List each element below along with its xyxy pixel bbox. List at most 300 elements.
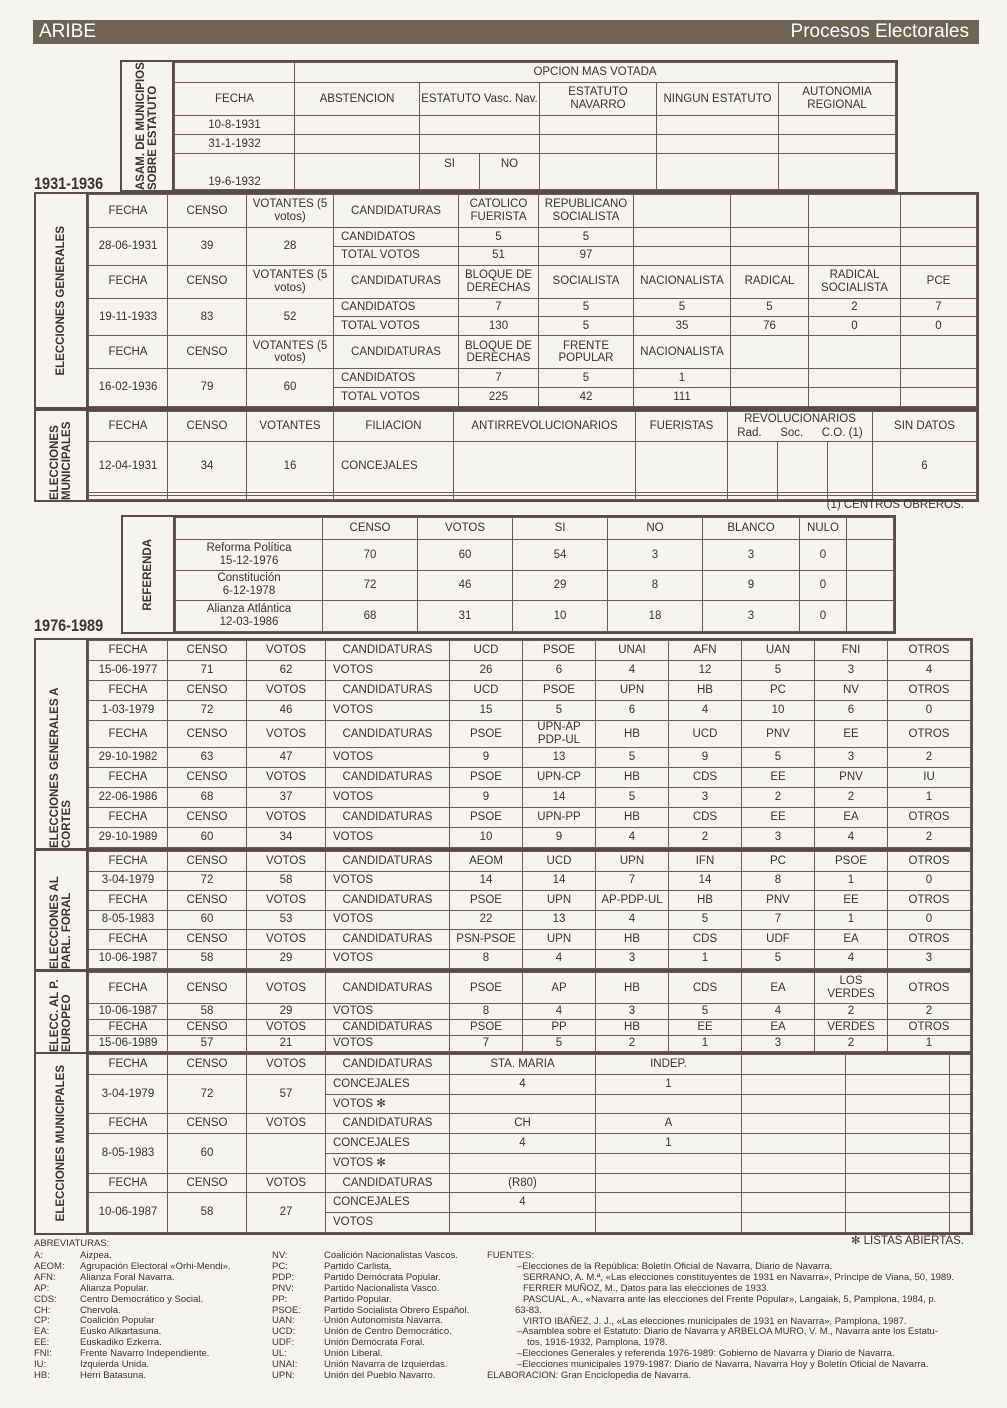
gen31-candidatos-value: 5 xyxy=(459,228,539,247)
cortes-value: 4 xyxy=(888,661,971,681)
gen31-candidatos-value xyxy=(634,228,731,247)
mun79-blank xyxy=(846,1055,950,1075)
europeo-party: OTROS xyxy=(888,1019,971,1035)
asamblea-top-header: OPCION MAS VOTADA xyxy=(295,63,896,83)
ref-header: VOTOS xyxy=(418,518,513,540)
gen31-total-value: 42 xyxy=(539,388,634,407)
gen31-total-label: TOTAL VOTOS xyxy=(334,317,459,336)
foral-party: PSOE xyxy=(815,852,888,872)
europeo-value: 2 xyxy=(815,1035,888,1051)
gen31-total-value xyxy=(901,246,977,265)
gen31-total-value: 51 xyxy=(459,246,539,265)
asamblea-col: ESTATUTO Vasc. Nav. xyxy=(420,83,540,116)
mun79-concejales-label: CONCEJALES xyxy=(326,1134,450,1154)
foral-col-header: VOTOS xyxy=(247,852,326,872)
mun79-blank xyxy=(742,1173,846,1193)
gen31-party-header: FRENTE POPULAR xyxy=(539,336,634,369)
mun79-col-header: VOTOS xyxy=(247,1114,326,1134)
gen31-candidatos-value: 7 xyxy=(901,298,977,317)
cortes-value: 4 xyxy=(815,828,888,848)
ref-blank xyxy=(847,601,894,632)
foral-col-header: CENSO xyxy=(168,891,247,911)
cortes-party: OTROS xyxy=(888,721,971,748)
fuente-line: SERRANO, A. M.ª, «Las elecciones constituyentes de 1931 en Navarra», Príncipe de Viana, 50, 1989. xyxy=(523,1271,955,1283)
europeo-col-header: VOTOS xyxy=(247,1019,326,1035)
cortes-value: 6 xyxy=(523,661,596,681)
abbrev-entry xyxy=(272,1371,469,1382)
gen31-total-label: TOTAL VOTOS xyxy=(334,388,459,407)
abbrev-value: Unión Demócrata Foral. xyxy=(324,1337,425,1349)
cortes-party: PSOE xyxy=(450,808,523,828)
referenda-table xyxy=(121,515,896,634)
mun79-blank xyxy=(950,1055,971,1075)
mun79-party: CH xyxy=(450,1114,596,1134)
mun79-col-header: FECHA xyxy=(89,1114,168,1134)
ref-label xyxy=(176,570,323,601)
cortes-value: 5 xyxy=(596,788,669,808)
mun31-rev-sub: Soc. xyxy=(780,426,804,439)
cortes-col-header: CENSO xyxy=(168,808,247,828)
mun79-votos-label: VOTOS ✻ xyxy=(326,1153,450,1173)
fuente-line: VIRTO IBAÑEZ, J. J., «Las elecciones municipales de 1931 en Navarra», Pamplona, 1987. xyxy=(523,1315,907,1327)
abbrev-key: FNI: xyxy=(34,1348,52,1360)
abbrev-value: Unión Autonomista Navarra. xyxy=(324,1315,443,1327)
mun79-blank xyxy=(846,1134,950,1154)
cortes-party: PSOE xyxy=(450,721,523,748)
mun79-blank xyxy=(846,1094,950,1114)
foral-censo: 72 xyxy=(168,871,247,891)
mun31-header: FUERISTAS xyxy=(636,412,728,442)
gen31-total-value: 97 xyxy=(539,246,634,265)
gen31-party-header: NACIONALISTA xyxy=(634,265,731,298)
cortes-party: UCD xyxy=(669,721,742,748)
abbrev-key: AP: xyxy=(34,1282,50,1294)
abbrev-value: Unión de Centro Democrático. xyxy=(324,1326,452,1338)
gen31-censo: 79 xyxy=(168,369,247,407)
gen31-party-header xyxy=(731,195,809,228)
cortes-censo: 60 xyxy=(168,828,247,848)
foral-party: HB xyxy=(669,891,742,911)
foral-col-header: FECHA xyxy=(89,891,168,911)
cortes-votos-label: VOTOS xyxy=(326,828,450,848)
foral-party: EA xyxy=(815,930,888,950)
gen31-total-value: 225 xyxy=(459,388,539,407)
abbrev-value: Unión del Pueblo Navarro. xyxy=(324,1369,436,1381)
gen31-total-value: 130 xyxy=(459,317,539,336)
europeo-votos: 29 xyxy=(247,1003,326,1019)
abbrev-key: UL: xyxy=(272,1348,287,1360)
ref-value: 60 xyxy=(418,540,513,571)
europeo-party: PP xyxy=(523,1019,596,1035)
foral-col-header: CENSO xyxy=(168,852,247,872)
abbrev-value: Aizpea. xyxy=(80,1250,112,1261)
mun79-blank xyxy=(846,1153,950,1173)
municipales-1931-side-label: ELECCIONES MUNICIPALES xyxy=(36,411,88,500)
europeo-party: PSOE xyxy=(450,1019,523,1035)
ref-value: 18 xyxy=(608,601,703,632)
cortes-col-header: VOTOS xyxy=(247,808,326,828)
ref-value: 3 xyxy=(608,540,703,571)
abbrev-key: UAN: xyxy=(272,1315,295,1327)
asamblea-si: SI xyxy=(420,154,480,190)
mun31-cell: 34 xyxy=(168,442,247,493)
asamblea-table xyxy=(120,60,898,192)
foral-value: 5 xyxy=(669,910,742,930)
europeo-table xyxy=(34,970,973,1054)
gen31-total-label: TOTAL VOTOS xyxy=(334,246,459,265)
europeo-party: AP xyxy=(523,973,596,1004)
mun79-col-header: FECHA xyxy=(89,1055,168,1075)
fuente-line: –Asamblea sobre el Estatuto: Diario de Navarra y ARBELOA MURO, V. M., Navarra ante los Estatu- xyxy=(517,1326,938,1338)
gen31-col-header: VOTANTES (5 votos) xyxy=(247,336,334,369)
mun79-blank xyxy=(950,1074,971,1094)
cortes-col-header: FECHA xyxy=(89,641,168,661)
europeo-party: LOS VERDES xyxy=(815,973,888,1004)
ref-value: 46 xyxy=(418,570,513,601)
mun79-col-header: CENSO xyxy=(168,1055,247,1075)
mun79-concejales-value xyxy=(596,1193,742,1213)
mun31-cell: 6 xyxy=(873,442,977,493)
europeo-party: EE xyxy=(669,1019,742,1035)
foral-censo: 60 xyxy=(168,910,247,930)
mun79-blank xyxy=(846,1213,950,1233)
mun31-cell xyxy=(454,442,636,493)
municipales-1931-table xyxy=(34,409,979,502)
cortes-party: OTROS xyxy=(888,681,971,701)
europeo-col-header: CANDIDATURAS xyxy=(326,973,450,1004)
europeo-value: 3 xyxy=(596,1003,669,1019)
gen31-col-header: CANDIDATURAS xyxy=(334,336,459,369)
abbrev-key: PNV: xyxy=(272,1282,294,1294)
asamblea-no: NO xyxy=(480,154,540,190)
ref-value: 70 xyxy=(323,540,418,571)
abbrev-key: PDP: xyxy=(272,1271,295,1283)
abbrev-key: UNAI: xyxy=(272,1359,298,1371)
mun79-col-header: VOTOS xyxy=(247,1055,326,1075)
foral-value: 1 xyxy=(815,910,888,930)
cortes-value: 4 xyxy=(596,661,669,681)
cortes-value: 3 xyxy=(815,748,888,768)
ref-value: 68 xyxy=(323,601,418,632)
centros-obreros-note: (1) CENTROS OBREROS. xyxy=(826,499,964,511)
mun31-rev-sub: C.O. (1) xyxy=(821,426,863,439)
abbrev-key: EE: xyxy=(34,1337,50,1349)
gen31-votantes: 28 xyxy=(247,228,334,266)
generales-1931-side-label: ELECCIONES GENERALES xyxy=(36,194,88,407)
mun79-concejales-value: 4 xyxy=(450,1074,596,1094)
gen31-party-header xyxy=(809,195,901,228)
cortes-party: PSOE xyxy=(523,681,596,701)
gen31-candidatos-value: 5 xyxy=(539,298,634,317)
gen31-total-value: 0 xyxy=(809,317,901,336)
cortes-col-header: FECHA xyxy=(89,768,168,788)
foral-party: OTROS xyxy=(888,852,971,872)
foral-party: OTROS xyxy=(888,891,971,911)
cortes-value: 5 xyxy=(742,661,815,681)
gen31-fecha: 28-06-1931 xyxy=(89,228,168,266)
europeo-value: 3 xyxy=(742,1035,815,1051)
cortes-value: 5 xyxy=(523,701,596,721)
mun79-blank xyxy=(742,1114,846,1134)
gen31-party-header: BLOQUE DE DERECHAS xyxy=(459,336,539,369)
abbrev-value: Unión Liberal. xyxy=(324,1348,383,1360)
cortes-value: 15 xyxy=(450,701,523,721)
mun79-votos-label: VOTOS xyxy=(326,1213,450,1233)
europeo-value: 5 xyxy=(669,1003,742,1019)
cortes-col-header: CANDIDATURAS xyxy=(326,721,450,748)
foral-value: 0 xyxy=(888,871,971,891)
foral-votos-label: VOTOS xyxy=(326,910,450,930)
header-left: ARIBE xyxy=(39,21,97,42)
gen31-party-header: CATOLICO FUERISTA xyxy=(459,195,539,228)
gen31-col-header: VOTANTES (5 votos) xyxy=(247,195,334,228)
ref-value: 72 xyxy=(323,570,418,601)
cortes-value: 6 xyxy=(815,701,888,721)
gen31-candidatos-value: 5 xyxy=(539,228,634,247)
foral-value: 22 xyxy=(450,910,523,930)
cortes-party: UNAI xyxy=(596,641,669,661)
cortes-value: 0 xyxy=(888,701,971,721)
cortes-party: HB xyxy=(596,808,669,828)
foral-value: 8 xyxy=(450,949,523,969)
municipales-79-side-label: ELECCIONES MUNICIPALES xyxy=(36,1054,88,1233)
mun79-blank xyxy=(950,1193,971,1213)
foral-value: 14 xyxy=(669,871,742,891)
abbrev-entry xyxy=(34,1371,231,1382)
cortes-fecha: 15-06-1977 xyxy=(89,661,168,681)
foral-party: HB xyxy=(596,930,669,950)
mun79-blank xyxy=(950,1114,971,1134)
cortes-party: EE xyxy=(742,808,815,828)
europeo-value: 2 xyxy=(815,1003,888,1019)
mun79-blank xyxy=(742,1213,846,1233)
ref-blank xyxy=(847,540,894,571)
cortes-value: 10 xyxy=(450,828,523,848)
cortes-value: 1 xyxy=(888,788,971,808)
cortes-party: OTROS xyxy=(888,641,971,661)
foral-party: UPN xyxy=(523,930,596,950)
asamblea-col: FECHA xyxy=(175,83,295,116)
europeo-votos: 21 xyxy=(247,1035,326,1051)
ref-value: 3 xyxy=(703,540,800,571)
foral-value: 3 xyxy=(888,949,971,969)
gen31-candidatos-value xyxy=(901,369,977,388)
mun79-col-header: CANDIDATURAS xyxy=(326,1114,450,1134)
gen31-candidatos-value: 1 xyxy=(634,369,731,388)
mun79-blank xyxy=(950,1173,971,1193)
ref-header: BLANCO xyxy=(703,518,800,540)
cortes-party: HB xyxy=(596,721,669,748)
gen31-total-value xyxy=(809,388,901,407)
foral-party: PSN-PSOE xyxy=(450,930,523,950)
gen31-votantes: 52 xyxy=(247,298,334,336)
cortes-fecha: 29-10-1982 xyxy=(89,748,168,768)
gen31-party-header: BLOQUE DE DERECHAS xyxy=(459,265,539,298)
cortes-col-header: FECHA xyxy=(89,681,168,701)
mun79-blank xyxy=(596,1094,742,1114)
gen31-total-value: 76 xyxy=(731,317,809,336)
foral-col-header: VOTOS xyxy=(247,930,326,950)
cortes-value: 5 xyxy=(742,748,815,768)
abbrev-key: HB: xyxy=(34,1369,50,1381)
cortes-party: UCD xyxy=(450,641,523,661)
mun79-party: STA. MARIA xyxy=(450,1055,596,1075)
listas-abiertas-note: ✻ LISTAS ABIERTAS. xyxy=(850,1235,964,1247)
mun79-blank xyxy=(846,1193,950,1213)
mun79-censo: 58 xyxy=(168,1193,247,1233)
europeo-value: 4 xyxy=(742,1003,815,1019)
europeo-col-header: CENSO xyxy=(168,1019,247,1035)
foral-party: EE xyxy=(815,891,888,911)
europeo-party: PSOE xyxy=(450,973,523,1004)
mun79-party: A xyxy=(596,1114,742,1134)
abbrev-value: Agrupación Electoral «Orhi-Mendi». xyxy=(80,1260,231,1272)
cortes-censo: 71 xyxy=(168,661,247,681)
foral-value: 1 xyxy=(815,871,888,891)
abbrev-key: PSOE: xyxy=(272,1304,302,1316)
foral-value: 8 xyxy=(742,871,815,891)
abbrev-value: Izquierda Unida. xyxy=(80,1359,150,1371)
foral-fecha: 3-04-1979 xyxy=(89,871,168,891)
period-1976: 1976-1989 xyxy=(34,616,104,635)
mun79-col-header: CANDIDATURAS xyxy=(326,1055,450,1075)
abbrev-title: ABREVIATURAS: xyxy=(34,1238,110,1249)
ref-blank xyxy=(176,518,323,540)
foral-value: 14 xyxy=(450,871,523,891)
abbrev-key: AEOM: xyxy=(34,1260,65,1272)
cortes-party: UPN-CP xyxy=(523,768,596,788)
abbrev-value: Partido Popular. xyxy=(324,1293,392,1305)
cortes-party: EE xyxy=(815,721,888,748)
foral-value: 7 xyxy=(596,871,669,891)
gen31-total-value: 0 xyxy=(901,317,977,336)
europeo-value: 4 xyxy=(523,1003,596,1019)
mun79-col-header: CENSO xyxy=(168,1114,247,1134)
mun31-header: CENSO xyxy=(168,412,247,442)
foral-party: PNV xyxy=(742,891,815,911)
mun31-cell: 12-04-1931 xyxy=(89,442,168,493)
gen31-fecha: 16-02-1936 xyxy=(89,369,168,407)
cortes-col-header: CENSO xyxy=(168,641,247,661)
abbrev-col1 xyxy=(34,1251,231,1382)
foral-party: OTROS xyxy=(888,930,971,950)
europeo-value: 2 xyxy=(888,1003,971,1019)
cortes-value: 3 xyxy=(815,661,888,681)
mun79-blank xyxy=(846,1114,950,1134)
europeo-party: HB xyxy=(596,973,669,1004)
cortes-party: HB xyxy=(596,768,669,788)
cortes-value: 2 xyxy=(815,788,888,808)
abbrev-key: AFN: xyxy=(34,1271,56,1283)
abbrev-entry xyxy=(34,1295,231,1306)
ref-value: 9 xyxy=(703,570,800,601)
cortes-value: 13 xyxy=(523,748,596,768)
gen31-candidatos-value: 2 xyxy=(809,298,901,317)
cortes-col-header: VOTOS xyxy=(247,681,326,701)
gen31-total-value xyxy=(634,246,731,265)
cortes-col-header: VOTOS xyxy=(247,721,326,748)
mun31-cell xyxy=(778,442,828,493)
ref-name: Constitución xyxy=(217,572,281,585)
abbrev-key: UCD: xyxy=(272,1326,296,1338)
foral-party: PC xyxy=(742,852,815,872)
europeo-party: CDS xyxy=(669,973,742,1004)
mun79-blank xyxy=(742,1193,846,1213)
municipales-79-table xyxy=(34,1052,973,1235)
asamblea-date: 31-1-1932 xyxy=(175,135,295,154)
asamblea-col: AUTONOMIA REGIONAL xyxy=(779,83,896,116)
foral-party: AEOM xyxy=(450,852,523,872)
mun79-col-header: CANDIDATURAS xyxy=(326,1173,450,1193)
gen31-votantes: 60 xyxy=(247,369,334,407)
abbrev-value: Frente Navarro Independiente. xyxy=(80,1348,210,1360)
cortes-votos: 62 xyxy=(247,661,326,681)
mun79-blank xyxy=(742,1134,846,1154)
cortes-party: AFN xyxy=(669,641,742,661)
gen31-candidatos-value: 7 xyxy=(459,298,539,317)
europeo-censo: 57 xyxy=(168,1035,247,1051)
cortes-value: 2 xyxy=(742,788,815,808)
foral-side-label: ELECCIONES AL PARL. FORAL xyxy=(36,851,88,969)
cortes-value: 9 xyxy=(669,748,742,768)
foral-value: 5 xyxy=(742,949,815,969)
abbrev-value: Coalición Nacionalistas Vascos. xyxy=(324,1250,458,1261)
cortes-value: 9 xyxy=(450,788,523,808)
asamblea-blank xyxy=(175,63,295,83)
cortes-side-label: ELECCIONES GENERALES A CORTES xyxy=(36,640,88,848)
europeo-value: 5 xyxy=(523,1035,596,1051)
ref-value: 0 xyxy=(800,540,847,571)
mun79-blank xyxy=(742,1074,846,1094)
gen31-party-header: REPUBLICANO SOCIALISTA xyxy=(539,195,634,228)
cortes-col-header: VOTOS xyxy=(247,768,326,788)
abbrev-value: Partido Nacionalista Vasco. xyxy=(324,1282,440,1294)
cortes-col-header: FECHA xyxy=(89,808,168,828)
asamblea-date: 10-8-1931 xyxy=(175,116,295,135)
cortes-party: PNV xyxy=(815,768,888,788)
gen31-party-header: RADICAL SOCIALISTA xyxy=(809,265,901,298)
asamblea-col: ESTATUTO NAVARRO xyxy=(540,83,657,116)
ref-header: CENSO xyxy=(323,518,418,540)
mun79-votos xyxy=(247,1134,326,1174)
cortes-col-header: CENSO xyxy=(168,681,247,701)
fuentes-title: FUENTES: xyxy=(487,1250,534,1261)
gen31-party-header xyxy=(901,336,977,369)
cortes-value: 9 xyxy=(523,828,596,848)
gen31-candidatos-value xyxy=(731,369,809,388)
gen31-total-value xyxy=(731,246,809,265)
ref-blank xyxy=(847,518,894,540)
gen31-party-header: PCE xyxy=(901,265,977,298)
ref-header: NULO xyxy=(800,518,847,540)
gen31-candidatos-value: 5 xyxy=(731,298,809,317)
mun79-votos-label: VOTOS ✻ xyxy=(326,1094,450,1114)
gen31-total-value: 35 xyxy=(634,317,731,336)
abbrev-key: EA: xyxy=(34,1326,50,1338)
mun79-fecha: 3-04-1979 xyxy=(89,1074,168,1114)
cortes-votos-label: VOTOS xyxy=(326,748,450,768)
generales-1931-table xyxy=(34,192,979,409)
foral-votos: 53 xyxy=(247,910,326,930)
abbrev-value: Euskadiko Ezkerra. xyxy=(80,1337,162,1349)
mun79-blank xyxy=(742,1153,846,1173)
europeo-votos-label: VOTOS xyxy=(326,1035,450,1051)
gen31-col-header: CENSO xyxy=(168,195,247,228)
mun79-blank xyxy=(742,1055,846,1075)
abbrev-value: Centro Democrático y Social. xyxy=(80,1293,204,1305)
ref-value: 0 xyxy=(800,601,847,632)
cortes-col-header: VOTOS xyxy=(247,641,326,661)
